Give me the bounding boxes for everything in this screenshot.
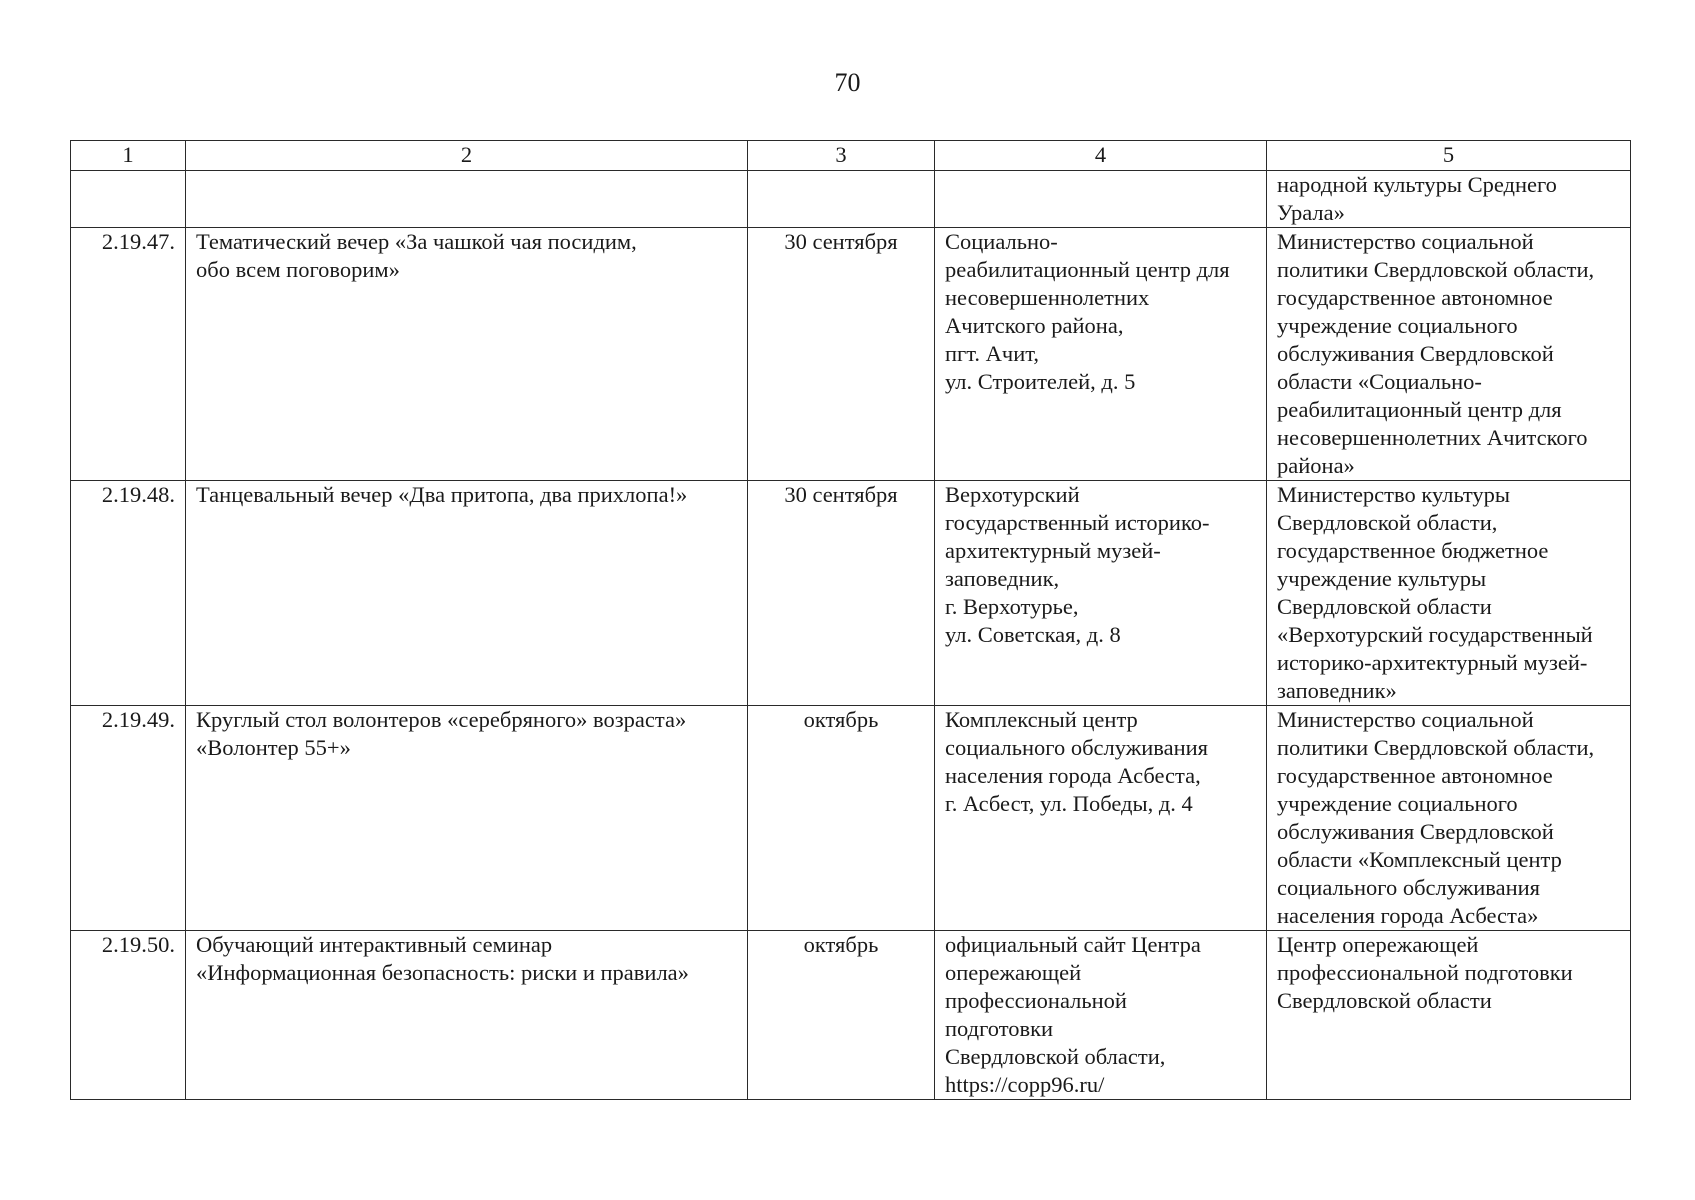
cell-line: народной культуры Среднего [1277, 172, 1557, 197]
column-header: 4 [935, 141, 1267, 171]
cell-line: населения города Асбеста» [1277, 903, 1539, 928]
cell-line: Ачитского района, [945, 313, 1124, 338]
table-row [71, 171, 1631, 228]
cell-line: «Информационная безопасность: риски и правила» [196, 960, 689, 985]
event-name-cell [186, 481, 748, 706]
table-header-row [71, 141, 1631, 171]
column-header: 2 [186, 141, 748, 171]
cell-line: государственное бюджетное [1277, 538, 1549, 563]
organizer-cell [1267, 931, 1631, 1100]
cell-line: области «Комплексный центр [1277, 847, 1562, 872]
cell-line: заповедник, [945, 566, 1060, 591]
item-number-cell [71, 171, 186, 228]
event-place-cell [935, 706, 1267, 931]
cell-line: учреждение социального [1277, 313, 1518, 338]
event-date-cell: октябрь [748, 706, 935, 931]
cell-line: политики Свердловской области, [1277, 735, 1595, 760]
event-place-cell [935, 171, 1267, 228]
cell-line: обслуживания Свердловской [1277, 341, 1554, 366]
cell-line: населения города Асбеста, [945, 763, 1201, 788]
event-place-cell [935, 228, 1267, 481]
event-date-cell: 30 сентября [748, 228, 935, 481]
cell-line: архитектурный музей- [945, 538, 1161, 563]
cell-line: района» [1277, 453, 1355, 478]
table-row [71, 931, 1631, 1100]
cell-line: Министерство социальной [1277, 707, 1534, 732]
table-row [71, 228, 1631, 481]
cell-line: Урала» [1277, 200, 1345, 225]
cell-line: ул. Советская, д. 8 [945, 622, 1121, 647]
item-number-cell: 2.19.50. [71, 931, 186, 1100]
table-row [71, 706, 1631, 931]
cell-line: реабилитационный центр для [945, 257, 1230, 282]
cell-line: https://copp96.ru/ [945, 1072, 1105, 1097]
event-date-cell: 30 сентября [748, 481, 935, 706]
event-name-cell [186, 228, 748, 481]
cell-line: профессиональной подготовки [1277, 960, 1573, 985]
cell-line: обслуживания Свердловской [1277, 819, 1554, 844]
cell-line: государственный историко- [945, 510, 1210, 535]
column-header: 5 [1267, 141, 1631, 171]
cell-line: Свердловской области, [1277, 510, 1498, 535]
item-number-cell: 2.19.47. [71, 228, 186, 481]
column-header: 3 [748, 141, 935, 171]
cell-line: Верхотурский [945, 482, 1080, 507]
cell-line: государственное автономное [1277, 285, 1553, 310]
cell-line: обо всем поговорим» [196, 257, 400, 282]
column-header: 1 [71, 141, 186, 171]
organizer-cell [1267, 171, 1631, 228]
cell-line: Свердловской области [1277, 594, 1492, 619]
cell-line: заповедник» [1277, 678, 1397, 703]
cell-line: г. Асбест, ул. Победы, д. 4 [945, 791, 1193, 816]
cell-line: пгт. Ачит, [945, 341, 1040, 366]
cell-line: Свердловской области [1277, 988, 1492, 1013]
event-name-cell [186, 706, 748, 931]
cell-line: Комплексный центр [945, 707, 1138, 732]
cell-line: Министерство культуры [1277, 482, 1511, 507]
cell-line: г. Верхотурье, [945, 594, 1079, 619]
event-name-cell [186, 931, 748, 1100]
cell-line: Социально- [945, 229, 1058, 254]
cell-line: несовершеннолетних Ачитского [1277, 425, 1588, 450]
cell-line: государственное автономное [1277, 763, 1553, 788]
cell-line: Центр опережающей [1277, 932, 1479, 957]
cell-line: Свердловской области, [945, 1044, 1166, 1069]
cell-line: социального обслуживания [1277, 875, 1541, 900]
cell-line: историко-архитектурный музей- [1277, 650, 1588, 675]
cell-line: «Верхотурский государственный [1277, 622, 1593, 647]
cell-line: области «Социально- [1277, 369, 1482, 394]
event-place-cell [935, 481, 1267, 706]
cell-line: социального обслуживания [945, 735, 1209, 760]
cell-line: несовершеннолетних [945, 285, 1150, 310]
cell-line: учреждение социального [1277, 791, 1518, 816]
event-date-cell: октябрь [748, 931, 935, 1100]
cell-line: политики Свердловской области, [1277, 257, 1595, 282]
table-row [71, 481, 1631, 706]
page-number: 70 [834, 68, 861, 97]
item-number-cell: 2.19.48. [71, 481, 186, 706]
organizer-cell [1267, 706, 1631, 931]
cell-line: подготовки [945, 1016, 1054, 1041]
cell-line: профессиональной [945, 988, 1127, 1013]
events-table [70, 140, 1631, 1100]
cell-line: Круглый стол волонтеров «серебряного» возраста» [196, 707, 687, 732]
cell-line: Танцевальный вечер «Два притопа, два прихлопа!» [196, 482, 688, 507]
event-name-cell [186, 171, 748, 228]
cell-line: Министерство социальной [1277, 229, 1534, 254]
cell-line: опережающей [945, 960, 1082, 985]
event-date-cell [748, 171, 935, 228]
organizer-cell [1267, 481, 1631, 706]
event-place-cell [935, 931, 1267, 1100]
cell-line: реабилитационный центр для [1277, 397, 1562, 422]
cell-line: учреждение культуры [1277, 566, 1487, 591]
cell-line: Тематический вечер «За чашкой чая посидим, [196, 229, 637, 254]
item-number-cell: 2.19.49. [71, 706, 186, 931]
cell-line: официальный сайт Центра [945, 932, 1201, 957]
cell-line: «Волонтер 55+» [196, 735, 351, 760]
cell-line: ул. Строителей, д. 5 [945, 369, 1136, 394]
cell-line: Обучающий интерактивный семинар [196, 932, 553, 957]
organizer-cell [1267, 228, 1631, 481]
